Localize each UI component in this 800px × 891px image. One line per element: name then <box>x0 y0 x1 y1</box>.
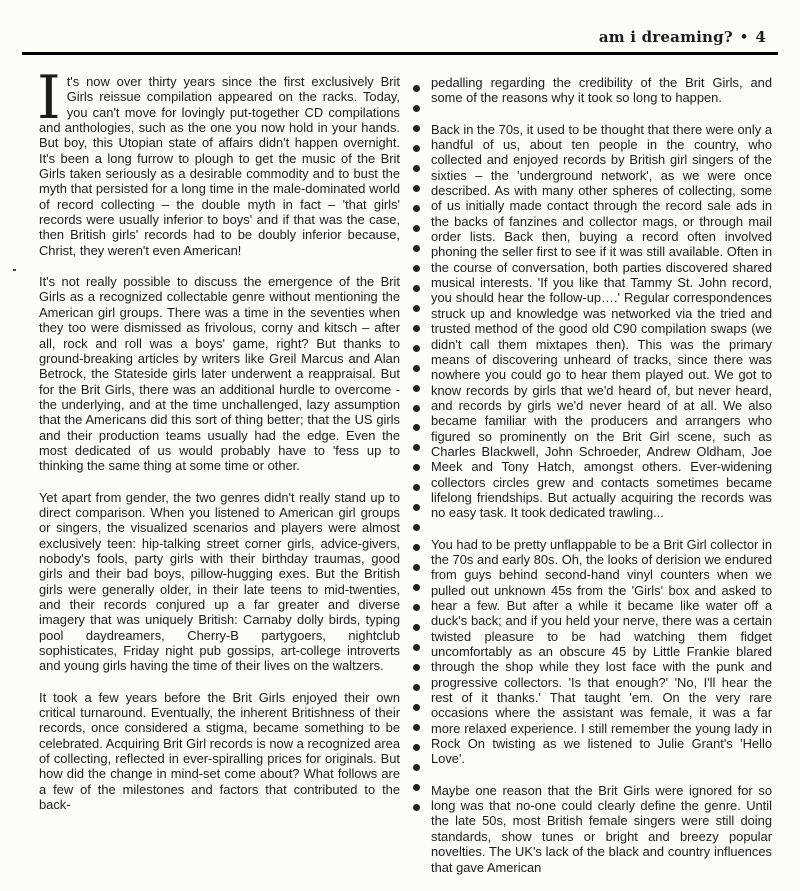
print-speck <box>13 269 16 271</box>
paragraph: It took a few years before the Brit Girls enjoyed their own critical turnaround. Eventually, the inherent Britishness of their records, once considered a stigma, became something to be celebrated. Acquiring Brit Girl records is now a recognized area of collecting, reflected in ever-spiralling prices for originals. But how did the change in mind-set come about? What follows are a few of the milestones and factors that contributed to the back- <box>39 689 400 813</box>
divider-dot <box>413 225 420 232</box>
divider-dot <box>413 644 420 651</box>
divider-dot <box>413 564 420 571</box>
divider-dot <box>413 764 420 771</box>
divider-dot <box>413 305 420 312</box>
divider-dot <box>413 684 420 691</box>
divider-dot <box>413 704 420 711</box>
divider-dot <box>413 285 420 292</box>
divider-dot <box>413 385 420 392</box>
header-separator: • <box>739 29 749 45</box>
divider-dot <box>413 604 420 611</box>
divider-dot <box>413 584 420 591</box>
divider-dot <box>413 724 420 731</box>
paragraph <box>37 63 400 258</box>
divider-dot <box>413 205 420 212</box>
paragraph: Maybe one reason that the Brit Girls were ignored for so long was that no-one could clearly define the genre. Until the late 50s, most British female singers were still doing standards, show tunes or bright and breezy popular novelties. The UK's lack of the black and country influences that gave American <box>431 782 772 875</box>
divider-dot <box>413 105 420 112</box>
divider-dot <box>413 125 420 132</box>
header-rule <box>22 52 778 55</box>
divider-dot <box>413 145 420 152</box>
divider-dot <box>413 664 420 671</box>
divider-dot <box>413 744 420 751</box>
paragraph: Yet apart from gender, the two genres didn't really stand up to direct comparison. When you listened to American girl groups or singers, the visualized scenarios and players were almost exclusively teen: hip-talking street corner girls, advice-givers, nobody's fools, party girls with their birthday traumas, good girls and their bad boys, pillow-hugging exes. But the British girls were generally older, in their late teens to mid-twenties, and their records conjured up a far greater and diverse imagery that was uniquely British: Carnaby dolly birds, typing pool daydreamers, Cherry-B partygoers, nightclub sophisticates, Friday night pub gossips, art-college introverts and young girls having the time of their lives on the waltzers. <box>39 489 400 674</box>
divider-dot <box>413 784 420 791</box>
divider-dot <box>413 365 420 372</box>
running-header <box>599 28 766 46</box>
divider-dot <box>413 544 420 551</box>
divider-dot <box>413 405 420 412</box>
paragraph-text: t's now over thirty years since the first exclusively Brit Girls reissue compilation appeared on the racks. Today, you can't move for lovingly put-together CD compilations and anthologies, such as the one you now hold in your hands. But boy, this Utopian state of affairs didn't happen overnight. It's been a long furrow to plough to get the music of the Brit Girls taken seriously as a desirable commodity and to bust the myth that persisted for a long time in the male-dominated world of record collecting – the double myth in fact – 'that girls' records were usually inferior to boys' and if that was the case, then British girls' records had to be doubly inferior because, Christ, they weren't even American! <box>39 74 400 258</box>
paragraph: It's not really possible to discuss the emergence of the Brit Girls as a recognized collectable genre without mentioning the American girl groups. There was a time in the seventies when they too were dismissed as frivolous, corny and kitsch – after all, rock and roll was a boys' game, right? But thanks to ground-breaking articles by writers like Greil Marcus and Alan Betrock, the Stateside girls later underwent a reappraisal. But for the Brit Girls, there was an additional hurdle to overcome - the underlying, and at the time unchallenged, lazy assumption that the Americans did this sort of thing better; that the US girls and their production teams usually had the edge. Even the most dedicated of us would probably have to 'fess up to thinking the same thing at some time or other. <box>39 274 400 474</box>
divider-dot <box>413 624 420 631</box>
left-column <box>37 63 400 828</box>
column-divider-dots <box>413 85 421 811</box>
divider-dot <box>413 524 420 531</box>
divider-dot <box>413 484 420 491</box>
paragraph: You had to be pretty unflappable to be a Brit Girl collector in the 70s and early 80s. Oh, the looks of derision we endured from guys behind second-hand vinyl counters when we pulled out unknown 45s from the 'Girls' box and asked to hear a few. But after a while it became like water off a duck's back; and if you held your nerve, there was a certain twisted pleasure to be had watching them fidget uncomfortably as an obscure 45 by Little Frankie blared through the shop while they lost face with the punk and progressive collectors. 'Is that enough?' 'No, I'll hear the rest of it thanks.' That taught 'em. On the very rare occasions where the assistant was female, it was a far more relaxed experience. I still remember the young lady in Rock On twisting as we listened to Julie Grant's 'Hello Love'. <box>431 536 772 767</box>
divider-dot <box>413 444 420 451</box>
divider-dot <box>413 85 420 92</box>
divider-dot <box>413 345 420 352</box>
divider-dot <box>413 424 420 431</box>
divider-dot <box>413 245 420 252</box>
divider-dot <box>413 325 420 332</box>
header-title: am i dreaming? <box>598 28 733 46</box>
paragraph: pedalling regarding the credibility of the Brit Girls, and some of the reasons why it took so long to happen. <box>431 75 772 106</box>
right-column <box>431 75 772 891</box>
divider-dot <box>413 165 420 172</box>
drop-cap: I <box>37 63 61 133</box>
page-number: 4 <box>755 28 766 46</box>
paragraph: Back in the 70s, it used to be thought that there were only a handful of us, about ten people in the country, who collected and enjoyed records by British girl singers of the sixties – the 'underground network', as we were once described. As with many other spheres of collecting, some of us initially made contact through the record sale ads in the backs of fanzines and collector mags, or through mail order lists. Back then, buying a record often involved phoning the seller first to see if it was still available. Often in the course of conversation, both parties discovered shared musical interests. 'If you like that Tammy St. John record, you should hear the follow-up….' Regular correspondences struck up and knowledge was networked via the tried and trusted method of the good old C90 compilation swaps (we didn't call them mixtapes then). This was the primary means of discovering unheard of tracks, since there was nowhere you could go to hear them played out. We got to know records by girls that we'd heard of, but never heard, and records by girls we'd never heard of at all. We also became familiar with the producers and arrangers who figured so prominently on the Brit Girl scene, such as Charles Blackwell, John Schroeder, Andrew Oldham, Joe Meek and Tony Hatch, amongst others. Ever-widening collectors circles grew and contacts sometimes became lifelong friendships. But actually acquiring the records was no easy task. It took dedicated trawling... <box>431 121 772 521</box>
divider-dot <box>413 504 420 511</box>
divider-dot <box>413 804 420 811</box>
divider-dot <box>413 464 420 471</box>
divider-dot <box>413 265 420 272</box>
divider-dot <box>413 185 420 192</box>
